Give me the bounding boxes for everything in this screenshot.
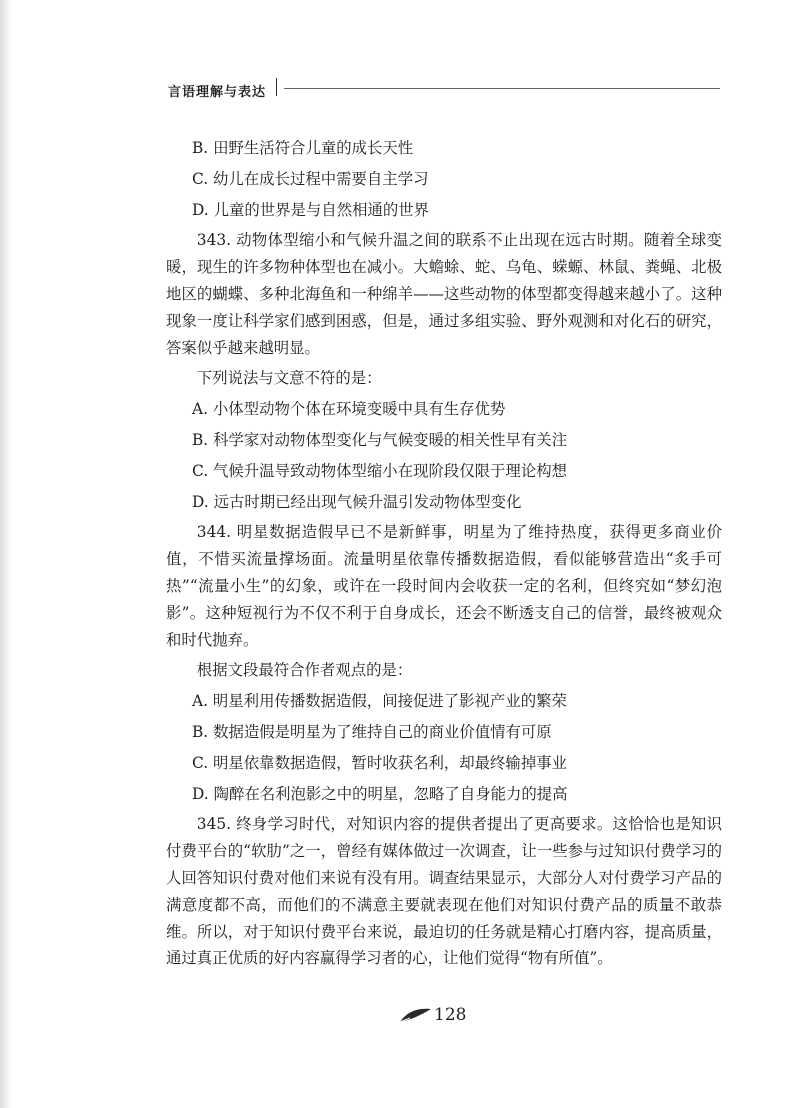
- answer-option: D. 远古时期已经出现气候升温引发动物体型变化: [192, 492, 522, 511]
- answer-option: B. 科学家对动物体型变化与气候变暖的相关性早有关注: [192, 430, 568, 449]
- question-prompt: 下列说法与文意不符的是：: [196, 369, 382, 388]
- question-prompt: 根据文段最符合作者观点的是：: [196, 661, 413, 680]
- section-title: 言语理解与表达: [168, 85, 267, 100]
- answer-option: C. 幼儿在成长过程中需要自主学习: [192, 169, 429, 188]
- question-passage: 343. 动物体型缩小和气候升温之间的联系不止出现在远古时期。随着全球变暖，现生的许多物种体型也在减小。大蟾蜍、蛇、乌龟、蝾螈、林鼠、粪蝇、北极地区的蝴蝶、多种北海鱼和一种绵羊——这些动物的体型都变得越来越小了。这种现象一度让科学家们感到困惑，但是，通过多组实验、野外观测和对化石的研究，答案似乎越来越明显。: [166, 231, 722, 357]
- page-number: 128: [434, 1005, 467, 1025]
- answer-option: B. 数据造假是明星为了维持自己的商业价值情有可原: [192, 722, 552, 741]
- answer-option: A. 明星利用传播数据造假，间接促进了影视产业的繁荣: [192, 692, 567, 711]
- question-passage: 345. 终身学习时代，对知识内容的提供者提出了更高要求。这恰恰也是知识付费平台的“软肋”之一，曾经有媒体做过一次调查，让一些参与过知识付费学习的人回答知识付费对他们来说有没有用。调查结果显示，大部分人对付费学习产品的满意度都不高，而他们的不满意主要就表现在他们对知识付费产品的质量不敢恭维。所以，对于知识付费平台来说，最迫切的任务就是精心打磨内容，提高质量，通过真正优质的好内容赢得学习者的心，让他们觉得“物有所值”。: [166, 815, 722, 968]
- question-passage: 344. 明星数据造假早已不是新鲜事，明星为了维持热度，获得更多商业价值，不惜买流量撑场面。流量明星依靠传播数据造假，看似能够营造出“炙手可热”“流量小生”的幻象，或许在一段时间内会收获一定的名利，但终究如“梦幻泡影”。这种短视行为不仅不利于自身成长，还会不断透支自己的信誉，最终被观众和时代抛弃。: [166, 523, 722, 649]
- answer-option: B. 田野生活符合儿童的成长天性: [192, 139, 414, 157]
- page-footer: [398, 1001, 466, 1029]
- header-separator: [276, 78, 277, 96]
- answer-option: C. 明星依靠数据造假，暂时收获名利，却最终输掉事业: [192, 753, 567, 772]
- page-fold-shadow: [0, 0, 12, 1108]
- answer-option: D. 儿童的世界是与自然相通的世界: [192, 200, 430, 219]
- page-content: [166, 135, 722, 976]
- answer-option: A. 小体型动物个体在环境变暖中具有生存优势: [192, 400, 506, 419]
- quill-pen-icon: [398, 1006, 432, 1024]
- answer-option: C. 气候升温导致动物体型缩小在现阶段仅限于理论构想: [192, 461, 567, 480]
- header-rule: [284, 88, 720, 89]
- answer-option: D. 陶醉在名利泡影之中的明星，忽略了自身能力的提高: [192, 784, 568, 803]
- running-header: [160, 78, 720, 100]
